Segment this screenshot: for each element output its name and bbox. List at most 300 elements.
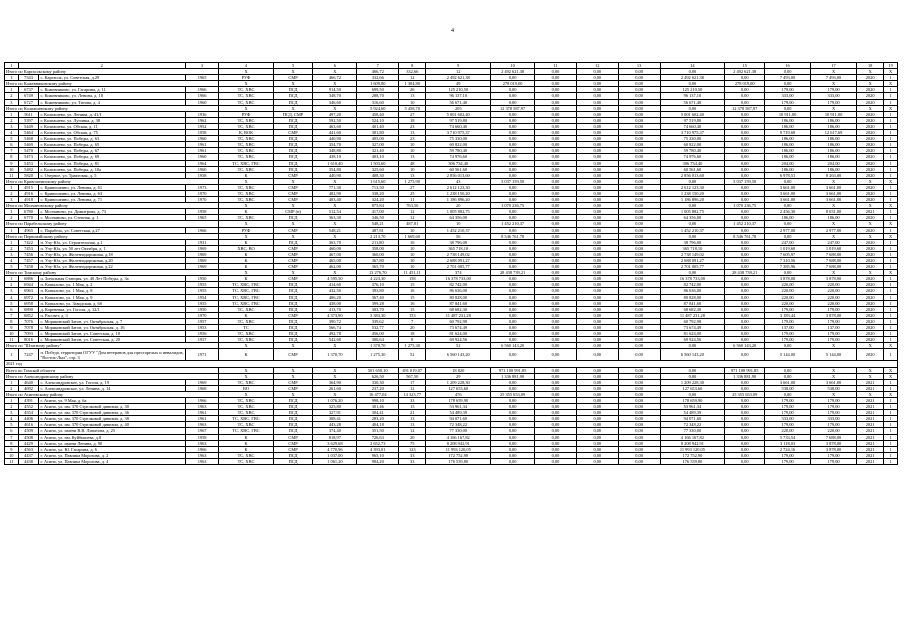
table-cell: 7 688,00 <box>811 264 857 270</box>
table-cell: 0,00 <box>535 251 577 257</box>
table-cell: ПСД <box>273 154 313 160</box>
table-cell: 0,00 <box>618 123 660 129</box>
table-cell: 406,20 <box>313 294 357 300</box>
table-cell: 0,00 <box>491 111 535 117</box>
table-cell: ТС, ХВС <box>219 136 273 142</box>
table-cell: 2021 <box>857 422 884 428</box>
table-cell: 1 <box>884 458 898 464</box>
table-cell: Х <box>857 270 884 276</box>
table-cell: СМР <box>273 440 313 446</box>
table-cell: 2021 <box>857 440 884 446</box>
table-cell: 403,40 <box>313 197 357 203</box>
table-cell: 186,00 <box>811 117 857 123</box>
table-cell: 261,60 <box>313 385 357 391</box>
table-cell: 283,20 <box>357 416 399 422</box>
table-cell: 52 <box>399 349 426 361</box>
table-cell: 984,20 <box>357 458 399 464</box>
table-cell: 68 682,30 <box>660 306 725 312</box>
table-cell: Х <box>811 270 857 276</box>
table-cell: 1 037,00 <box>313 452 357 458</box>
table-cell: 33 <box>399 458 426 464</box>
table-cell: 0,00 <box>491 331 535 337</box>
table-cell: 137,00 <box>811 325 857 331</box>
table-cell: 0,00 <box>618 239 660 245</box>
table-cell: 186,00 <box>811 123 857 129</box>
table-cell: 0,00 <box>535 75 577 81</box>
table-cell: ТС, ХВС, ГВС <box>219 160 273 166</box>
table-cell: 1961 <box>185 142 218 148</box>
table-cell: 0,00 <box>765 203 811 209</box>
table-cell: 60 822,00 <box>426 142 491 148</box>
table-cell: 0,00 <box>576 264 618 270</box>
table-cell: 0,00 <box>491 190 535 196</box>
table-cell: Х <box>811 69 857 75</box>
table-cell: Х <box>884 81 898 87</box>
table-cell: ТС, ХВС, ГВС <box>219 428 273 434</box>
table-cell: 0,00 <box>660 81 725 87</box>
table-cell: 74 660,40 <box>660 123 725 129</box>
table-cell: Х <box>313 391 357 397</box>
table-cell: 186,00 <box>765 142 811 148</box>
table-cell: 0,00 <box>491 87 535 93</box>
table-cell: 20 <box>399 325 426 331</box>
table-cell: 179,00 <box>811 458 857 464</box>
table-cell: 0,00 <box>491 75 535 81</box>
table-cell: 1 615,60 <box>357 178 399 184</box>
table-cell: 7422 <box>18 239 39 245</box>
table-cell: ТС, ХВС <box>219 379 273 385</box>
table-cell: 1 275,30 <box>357 349 399 361</box>
table-cell: 9 <box>5 160 19 166</box>
table-cell: Х <box>219 105 273 111</box>
table-cell: 10 <box>399 99 426 105</box>
table-cell: ТС, ХВС <box>219 190 273 196</box>
table-cell: 1 <box>884 300 898 306</box>
table-cell: 38 796,00 <box>660 239 725 245</box>
table-cell: 0,00 <box>576 300 618 306</box>
table-cell: 0,00 <box>618 227 660 233</box>
table-cell: 53 961,34 <box>426 404 491 410</box>
table-cell: 7456 <box>18 251 39 257</box>
table-cell: Х <box>811 105 857 111</box>
table-cell: 699,50 <box>357 87 399 93</box>
table-cell: 1954 <box>185 294 218 300</box>
table-cell: 80 828,00 <box>426 294 491 300</box>
table-cell: 374 <box>426 270 491 276</box>
table-cell: СМР <box>273 245 313 251</box>
table-cell: ПСД <box>273 306 313 312</box>
table-cell: 0,00 <box>535 245 577 251</box>
table-cell: ПСД <box>273 422 313 428</box>
table-cell: К <box>219 258 273 264</box>
table-cell: 179,00 <box>811 99 857 105</box>
table-cell: Х <box>219 233 273 239</box>
table-cell: 1960 <box>185 136 218 142</box>
table-cell: ТС, ХВС <box>219 410 273 416</box>
table-cell: 532,77 <box>357 325 399 331</box>
table-cell: ХВС, ВО <box>219 245 273 251</box>
table-cell: 48 <box>399 160 426 166</box>
table-cell: 0,00 <box>535 331 577 337</box>
table-cell: 54 489,39 <box>426 410 491 416</box>
table-cell: 301,46 <box>357 404 399 410</box>
table-cell: Х <box>313 343 357 349</box>
table-cell: 512,54 <box>313 209 357 215</box>
table-cell: 8016 <box>18 337 39 343</box>
table-cell: Итого по "Штатному району" <box>5 343 219 349</box>
table-cell: 186,00 <box>765 154 811 160</box>
table-cell: 333,00 <box>811 93 857 99</box>
table-cell: 10 <box>426 221 491 227</box>
table-cell: 3 661,00 <box>765 190 811 196</box>
table-cell: 1 <box>884 422 898 428</box>
table-cell: г. Колпашево, ул. Обская, д. 11 <box>39 123 185 129</box>
table-cell: 0,00 <box>491 410 535 416</box>
table-cell: 2 492 621,38 <box>660 75 725 81</box>
table-cell: 2020 <box>857 331 884 337</box>
table-cell: 0,00 <box>618 300 660 306</box>
table-cell: 300,64 <box>357 337 399 343</box>
table-cell: ТС, ХВС <box>219 154 273 160</box>
table-cell: 351,50 <box>357 428 399 434</box>
table-cell: 0,00 <box>535 410 577 416</box>
table-cell: 0,00 <box>576 251 618 257</box>
table-cell: 2 <box>5 245 19 251</box>
table-cell: 7 688,00 <box>811 251 857 257</box>
table-cell: 592,50 <box>313 117 357 123</box>
table-cell: 2 652,73 <box>357 440 399 446</box>
table-cell: 179,00 <box>811 87 857 93</box>
table-cell: 0,00 <box>576 325 618 331</box>
table-cell: 1 <box>884 160 898 166</box>
table-cell: 325,80 <box>313 404 357 410</box>
table-cell: 7 385,96 <box>765 264 811 270</box>
table-cell: 390,72 <box>313 318 357 324</box>
table-cell: 10 <box>399 251 426 257</box>
table-cell: ТС, ХВС <box>219 318 273 324</box>
table-cell: 0,00 <box>618 428 660 434</box>
table-cell: 771,30 <box>313 184 357 190</box>
table-cell: 0,00 <box>725 197 765 203</box>
column-number: 16 <box>765 63 811 69</box>
table-cell: Х <box>219 178 273 184</box>
table-cell: 6 978,51 <box>765 172 811 178</box>
table-cell: 2020 <box>857 166 884 172</box>
table-cell: 438,10 <box>313 154 357 160</box>
table-cell: 566,74 <box>313 325 357 331</box>
table-cell: 2 612 123,30 <box>660 184 725 190</box>
table-cell: 0,00 <box>535 203 577 209</box>
table-cell: 7457 <box>18 258 39 264</box>
table-cell: 278 019,00 <box>491 81 535 87</box>
table-cell: Х <box>273 367 313 373</box>
table-cell: 10 <box>5 331 19 337</box>
table-cell: 75 <box>399 440 426 446</box>
table-cell: ТС, ХВС, ГВС <box>219 300 273 306</box>
table-cell: 179,00 <box>811 452 857 458</box>
table-cell: 3 878,00 <box>811 440 857 446</box>
table-cell: 64 356,00 <box>660 215 725 221</box>
table-cell: 467,00 <box>313 251 357 257</box>
table-cell: 1 336 881,90 <box>725 373 765 379</box>
table-cell: 1960 <box>185 99 218 105</box>
table-cell: 2021 <box>857 416 884 422</box>
table-cell: 0,00 <box>576 282 618 288</box>
table-cell: 2 856 013,60 <box>426 172 491 178</box>
table-cell: ПСД <box>273 117 313 123</box>
table-cell: 542,68 <box>313 337 357 343</box>
table-cell: п. Улу-Юл, ул. Строительная, д.1 <box>39 239 185 245</box>
table-cell: 0,00 <box>576 349 618 361</box>
table-cell: 179,00 <box>765 99 811 105</box>
table-cell: 2 <box>5 404 19 410</box>
table-cell: 0,00 <box>725 160 765 166</box>
table-cell: 0,00 <box>765 178 811 184</box>
table-cell: 0,00 <box>576 148 618 154</box>
table-cell: 179,00 <box>765 404 811 410</box>
table-cell: 2020 <box>857 142 884 148</box>
table-cell: 8 <box>5 440 19 446</box>
table-cell: 0,00 <box>618 215 660 221</box>
table-cell: 501 650,10 <box>357 367 399 373</box>
table-cell: 6770 <box>18 215 39 221</box>
table-cell: 1 <box>884 190 898 196</box>
table-cell: ПСД <box>273 87 313 93</box>
table-cell: 220,00 <box>765 428 811 434</box>
table-cell: 0,00 <box>618 203 660 209</box>
table-cell: п. Копылово, ул. 1 Мая, д. 8 <box>39 288 185 294</box>
table-cell: 1966 <box>185 93 218 99</box>
table-cell: 10 <box>399 264 426 270</box>
table-cell: 0,00 <box>725 190 765 196</box>
table-cell: 11 487 231,28 <box>660 312 725 318</box>
table-cell: Х <box>857 81 884 87</box>
table-cell: с. Моряковский Затон, ул. Октябрьская, д. 16 <box>39 325 185 331</box>
table-cell: г. Колпашево, ул. Лугинка, д. 38 <box>39 117 185 123</box>
table-cell: 0,00 <box>535 294 577 300</box>
table-cell: 0,00 <box>491 276 535 282</box>
table-cell: 12 <box>399 75 426 81</box>
table-cell: 0,00 <box>725 331 765 337</box>
table-cell: 0,00 <box>618 331 660 337</box>
table-cell: 438,00 <box>313 300 357 306</box>
table-cell: К, ВОК <box>219 130 273 136</box>
table-cell: 3 878,00 <box>811 276 857 282</box>
table-cell: 0,00 <box>618 325 660 331</box>
table-cell: 0,00 <box>535 306 577 312</box>
table-cell: 1963 <box>185 458 218 464</box>
table-cell: 0,00 <box>491 416 535 422</box>
table-cell: 4391 <box>18 397 39 403</box>
table-cell: 0,00 <box>576 215 618 221</box>
table-cell: 16 <box>399 239 426 245</box>
table-cell: 6727 <box>18 99 39 105</box>
table-cell: 2020 <box>857 349 884 361</box>
table-cell: 4616 <box>18 422 39 428</box>
column-number: 13 <box>618 63 660 69</box>
table-cell: СМР (н) <box>273 209 313 215</box>
column-number: 11 <box>535 63 577 69</box>
table-cell: 1 005 882,75 <box>426 209 491 215</box>
table-cell: 1967 <box>185 428 218 434</box>
table-cell: 10 <box>399 148 426 154</box>
table-cell: Х <box>273 391 313 397</box>
table-cell: 288,70 <box>357 93 399 99</box>
table-cell: 1 <box>884 117 898 123</box>
table-cell: 0,00 <box>491 148 535 154</box>
table-cell: 80 828,00 <box>660 294 725 300</box>
table-cell: 18 <box>399 331 426 337</box>
table-cell: г. Колпашево, ул. Победы, д. 69 <box>39 154 185 160</box>
table-cell: 321,40 <box>357 148 399 154</box>
table-cell: 0,00 <box>535 416 577 422</box>
table-cell: 0,00 <box>576 111 618 117</box>
table-cell: 2021 год <box>5 361 898 367</box>
table-cell: 0,00 <box>535 233 577 239</box>
table-cell: 0,00 <box>576 239 618 245</box>
table-cell: 7093 <box>18 331 39 337</box>
table-cell: п. Улу-Юл, ул. 50 лет Октября, д. 1 <box>39 245 185 251</box>
table-cell: 1 <box>884 282 898 288</box>
table-cell: Х <box>811 221 857 227</box>
table-cell: 1 <box>884 264 898 270</box>
table-cell: 0,00 <box>765 233 811 239</box>
table-cell: 0,00 <box>618 379 660 385</box>
table-cell: 5 924,60 <box>357 105 399 111</box>
table-cell: 3 878,00 <box>811 312 857 318</box>
table-cell: ТС, ХВС <box>219 148 273 154</box>
table-cell: 1 <box>884 294 898 300</box>
table-cell: 23 <box>399 136 426 142</box>
table-cell: 2021 <box>857 434 884 440</box>
table-cell: 60 792,98 <box>660 318 725 324</box>
table-cell: 0,00 <box>491 136 535 142</box>
table-cell: 2 701 005,77 <box>426 264 491 270</box>
table-cell: 1 609,80 <box>357 81 399 87</box>
table-cell: 0,00 <box>535 160 577 166</box>
table-cell: 0,00 <box>725 379 765 385</box>
table-cell: ПСД <box>273 294 313 300</box>
table-cell: К <box>219 446 273 452</box>
table-cell: 97 519,80 <box>426 117 491 123</box>
table-cell: 179,00 <box>765 458 811 464</box>
table-cell: 2020 <box>857 190 884 196</box>
table-cell: 220,00 <box>811 288 857 294</box>
table-cell: 6 560 143,20 <box>725 343 765 349</box>
table-cell: 28 438 739,21 <box>491 270 535 276</box>
table-cell: 82 742,00 <box>426 282 491 288</box>
table-cell: Х <box>273 178 313 184</box>
table-cell: 0,00 <box>576 172 618 178</box>
table-cell: 0,00 <box>576 428 618 434</box>
table-cell: 1 186 896,20 <box>660 197 725 203</box>
table-cell: 1 <box>5 227 19 233</box>
table-cell: 15 <box>399 306 426 312</box>
table-cell: 4406 <box>18 416 39 422</box>
table-cell: 12 <box>399 209 426 215</box>
table-cell: 0,00 <box>576 69 618 75</box>
table-cell: 538,00 <box>811 385 857 391</box>
table-cell: ТС, ХВС, ГВС <box>219 416 273 422</box>
table-cell: 1 452 210,37 <box>426 227 491 233</box>
table-cell: 5 733,54 <box>765 434 811 440</box>
table-cell: Итого по Молчановскому району <box>5 203 219 209</box>
table-cell: 441,60 <box>313 130 357 136</box>
table-cell: К <box>219 276 273 282</box>
table-cell: 327,91 <box>313 410 357 416</box>
column-number: 12 <box>576 63 618 69</box>
table-cell: ПСД <box>273 397 313 403</box>
table-cell: 0,00 <box>535 130 577 136</box>
table-cell: 818,97 <box>313 434 357 440</box>
table-cell: 0,00 <box>725 87 765 93</box>
table-cell: 0,00 <box>491 130 535 136</box>
table-cell: 965,10 <box>357 452 399 458</box>
table-cell: 3 183,44 <box>765 312 811 318</box>
table-cell: с. Александровское, ул. Гоголя, д. 19 <box>39 379 185 385</box>
table-cell: 0,00 <box>618 422 660 428</box>
table-cell: 4 770,96 <box>313 446 357 452</box>
table-cell: 179,00 <box>811 318 857 324</box>
table-cell: 1957 <box>185 337 218 343</box>
table-cell: ПСД <box>273 160 313 166</box>
table-cell: СМР <box>273 264 313 270</box>
table-cell: 15 <box>399 404 426 410</box>
table-cell: Х <box>884 343 898 349</box>
table-cell: 10 <box>5 452 19 458</box>
table-cell: 405,00 <box>357 136 399 142</box>
table-cell: 0,00 <box>618 397 660 403</box>
table-cell: 1 238 150,20 <box>426 190 491 196</box>
table-cell: 5 144,00 <box>811 349 857 361</box>
table-cell: 2 492 621,38 <box>725 69 765 75</box>
table-cell: 0,00 <box>725 282 765 288</box>
table-cell: с. Моряковский Затон, ул. Советская, д. 18 <box>39 331 185 337</box>
table-cell: 0,00 <box>660 391 725 397</box>
column-number: 19 <box>884 63 898 69</box>
table-cell: Х <box>884 367 898 373</box>
table-cell: ПСД <box>273 410 313 416</box>
table-cell: 0,00 <box>535 385 577 391</box>
table-cell: 2020 <box>857 325 884 331</box>
table-cell: 0,00 <box>618 172 660 178</box>
table-cell: 2021 <box>857 397 884 403</box>
table-cell: 1 <box>884 227 898 233</box>
table-cell: 381,80 <box>357 130 399 136</box>
table-cell: 18 <box>399 117 426 123</box>
table-cell: 443,28 <box>313 422 357 428</box>
table-cell: 6963 <box>18 288 39 294</box>
table-cell: 6 560 143,20 <box>426 349 491 361</box>
table-cell: 0,00 <box>618 258 660 264</box>
table-cell: 1 <box>884 428 898 434</box>
table-cell: 1 452 210,37 <box>660 227 725 233</box>
table-cell: 0,00 <box>660 367 725 373</box>
table-cell: 9 <box>5 325 19 331</box>
table-cell: 10 911,00 <box>765 111 811 117</box>
table-cell: 399,28 <box>357 300 399 306</box>
table-cell: 4554 <box>18 410 39 416</box>
table-cell: 25 355 653,09 <box>491 391 535 397</box>
table-cell: 327,00 <box>357 142 399 148</box>
table-cell: Х <box>219 343 273 349</box>
table-cell: 0,00 <box>535 239 577 245</box>
table-cell: 0,00 <box>725 397 765 403</box>
table-cell: 0,00 <box>576 154 618 160</box>
table-cell: 0,00 <box>576 258 618 264</box>
table-cell: 914,50 <box>313 87 357 93</box>
table-cell: 247,00 <box>765 239 811 245</box>
